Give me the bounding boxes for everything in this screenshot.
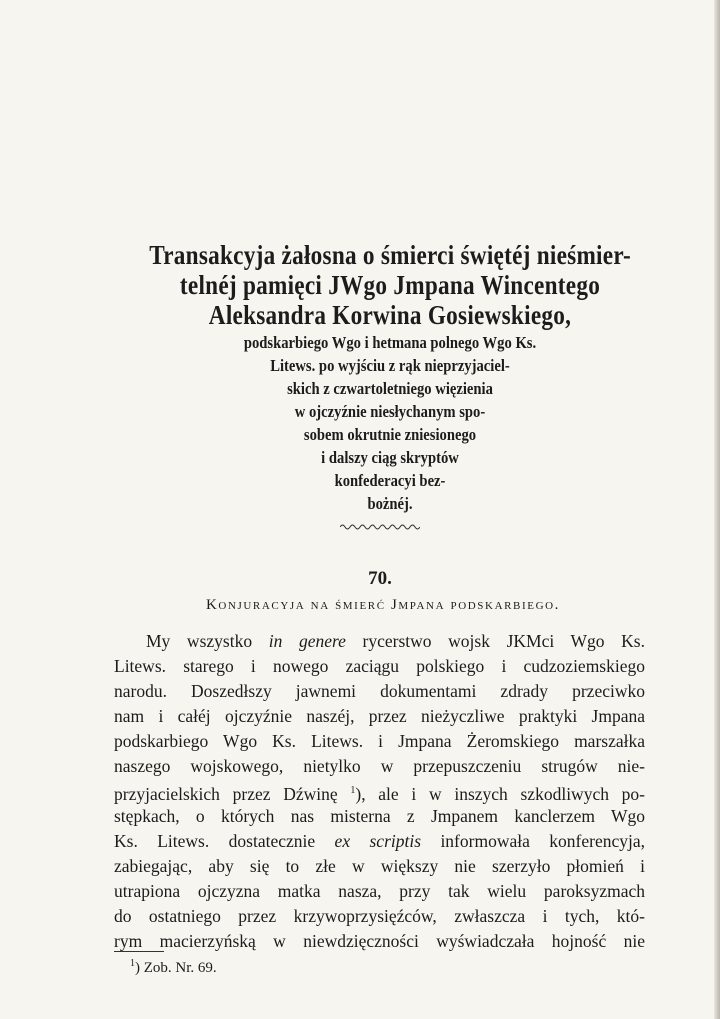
body-line: narodu. Doszedłszy jawnemi dokumentami zdrady przeciwko — [114, 681, 645, 701]
body-line: podskarbiego Wgo Ks. Litews. i Jmpana Żeromskiego marszałka — [114, 731, 645, 751]
ornament-divider — [340, 522, 420, 532]
heading-line: skich z czwartoletniego więzienia — [287, 379, 493, 398]
footnote-separator — [114, 951, 164, 952]
body-line: do ostatniego przez krzywoprzysięźców, zwłaszcza i tych, któ- — [114, 906, 645, 926]
document-title: Konjuracyja na śmierć Jmpana podskarbiego. — [205, 597, 561, 613]
body-line: przyjacielskich przez Dźwinę $^1$), ale i w inszych szkodliwych po- — [114, 783, 645, 804]
heading-line: Litews. po wyjściu z rąk nieprzyjaciel- — [270, 356, 510, 375]
body-line: zabiegając, aby się to złe w większy nie szerzyło płomień i — [114, 856, 645, 876]
footnote: $^1$) Zob. Nr. 69. — [130, 958, 217, 976]
body-line: Ks. Litews. dostatecznie ex scriptis informowała konferencyja, — [114, 831, 645, 851]
heading-line: i dalszy ciąg skryptów — [321, 448, 459, 467]
heading-line: konfederacyi bez- — [334, 471, 446, 490]
document-number: 70. — [368, 568, 392, 589]
heading-line: bożnéj. — [367, 494, 413, 513]
heading-line: Transakcyja żałosna o śmierci świętéj nieśmier- — [149, 240, 632, 270]
body-line: stępkach, o których nas misterna z Jmpanem kanclerzem Wgo — [114, 806, 645, 826]
body-line: rym macierzyńską w niewdzięczności wyświadczała hojność nie — [114, 931, 645, 951]
body-line: My wszystko in genere rycerstwo wojsk JKMci Wgo Ks. — [146, 631, 645, 651]
body-line: utrapiona ojczyzna matka nasza, przy tak wielu paroksyzmach — [114, 881, 645, 901]
heading-line: telnéj pamięci JWgo Jmpana Wincentego — [179, 270, 601, 300]
heading-line: podskarbiego Wgo i hetmana polnego Wgo Ks. — [243, 333, 537, 352]
page-edge — [714, 0, 720, 1019]
heading-line: w ojczyźnie niesłychanym spo- — [294, 402, 486, 421]
body-line: Litews. starego i nowego zaciągu polskiego i cudzoziemskiego — [114, 656, 645, 676]
body-line: naszego wojskowego, nietylko w przepuszczeniu strugów nie- — [114, 756, 645, 776]
heading-line: sobem okrutnie zniesionego — [303, 425, 477, 444]
body-line: nam i całéj ojczyźnie naszéj, przez nieżyczliwe praktyki Jmpana — [114, 706, 645, 726]
heading-line: Aleksandra Korwina Gosiewskiego, — [208, 300, 572, 330]
